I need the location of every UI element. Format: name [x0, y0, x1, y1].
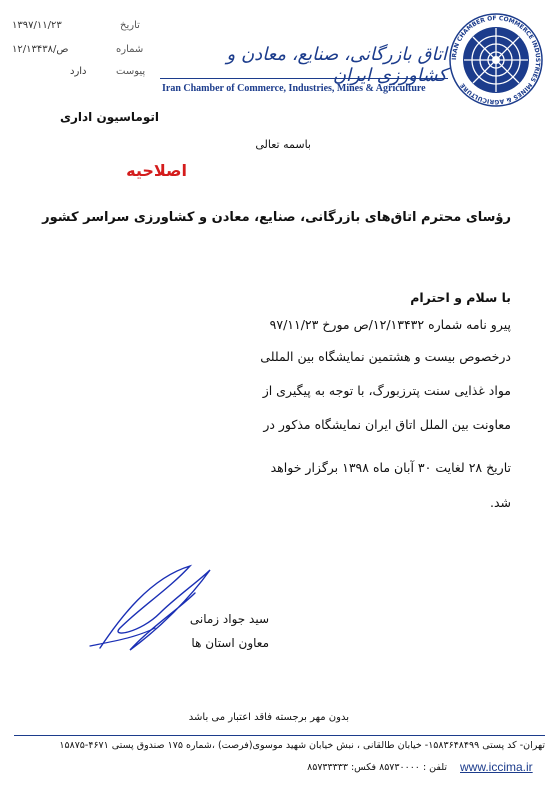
date-value: ۱۳۹۷/۱۱/۲۳ — [12, 20, 62, 31]
website-link[interactable]: www.iccima.ir — [460, 760, 533, 774]
signer-name: سید جواد زمانی — [189, 612, 269, 626]
org-name-en: Iran Chamber of Commerce, Industries, Mines & Agriculture — [162, 83, 426, 94]
attachment-label: پیوست — [116, 66, 146, 77]
office-automation: اتوماسیون اداری — [59, 110, 159, 124]
footer-address: تهران- کد پستی ۱۵۸۳۶۴۸۴۹۹- خیابان طالقانی ، نبش خیابان شهید موسوی(فرصت) ،شماره ۱۷۵ صندوق پستی ۴۶۷۱-۱۵۸۷۵ — [59, 740, 545, 751]
invocation: باسمه تعالی — [255, 138, 311, 151]
number-value: ۱۲/۱۳۴۳۸/ص — [12, 44, 69, 55]
footer-rule — [14, 735, 545, 736]
org-name-fa: اتاق بازرگانی، صنایع، معادن و کشاورزی ایران — [226, 44, 447, 86]
stamp-note: بدون مهر برجسته فاقد اعتبار می باشد — [188, 712, 349, 723]
correction-label: اصلاحیه — [126, 161, 187, 180]
header-rule — [160, 78, 448, 79]
footer-phone: تلفن : ۸۵۷۳۰۰۰۰ فکس: ۸۵۷۳۳۳۳۳ — [307, 762, 447, 773]
signer-title: معاون استان ها — [191, 636, 269, 650]
addressee: رؤسای محترم اتاق‌های بازرگانی، صنایع، معادن و کشاورزی سراسر کشور — [42, 210, 511, 225]
number-label: شماره — [116, 44, 144, 55]
body-line: تاریخ ۲۸ لغایت ۳۰ آبان ماه ۱۳۹۸ برگزار خواهد — [270, 460, 511, 475]
date-label: تاریخ — [120, 20, 140, 31]
body-line: مواد غذایی سنت پترزبورگ، با توجه به پیگیری از — [262, 383, 511, 398]
body-line: شد. — [489, 495, 511, 510]
greeting: با سلام و احترام — [410, 290, 511, 305]
chamber-logo — [448, 12, 544, 108]
body-line: درخصوص بیست و هشتمین نمایشگاه بین المللی — [260, 349, 511, 364]
attachment-value: دارد — [70, 66, 87, 77]
body-line: معاونت بین الملل اتاق ایران نمایشگاه مذکور در — [263, 417, 511, 432]
logo-ring-text: IRAN CHAMBER OF COMMERCE INDUSTRIES MINES & AGRICULTURE — [450, 14, 542, 106]
body-line: پیرو نامه شماره ۱۲/۱۳۴۳۲/ص مورخ ۹۷/۱۱/۲۳ — [269, 317, 511, 332]
